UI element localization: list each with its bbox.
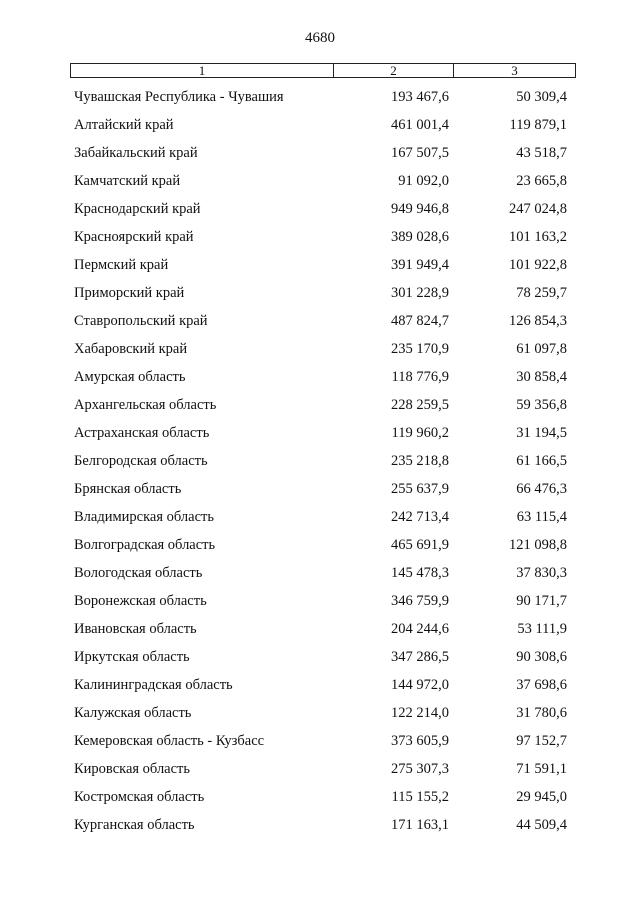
column-3-value-cell: 119 879,1	[509, 117, 567, 133]
column-2-value-cell: 193 467,6	[391, 89, 449, 105]
table-row	[0, 251, 640, 279]
column-3-value-cell: 61 166,5	[516, 453, 567, 469]
table-row	[0, 195, 640, 223]
column-2-value-cell: 167 507,5	[391, 145, 449, 161]
column-2-value-cell: 301 228,9	[391, 285, 449, 301]
region-name-cell: Ивановская область	[74, 621, 197, 637]
table-row	[0, 755, 640, 783]
column-3-value-cell: 63 115,4	[516, 509, 567, 525]
region-name-cell: Калужская область	[74, 705, 192, 721]
column-header-2: 2	[334, 64, 454, 78]
column-3-value-cell: 97 152,7	[516, 733, 567, 749]
column-2-value-cell: 461 001,4	[391, 117, 449, 133]
table-row	[0, 503, 640, 531]
region-name-cell: Чувашская Республика - Чувашия	[74, 89, 284, 105]
column-3-value-cell: 121 098,8	[509, 537, 567, 553]
column-2-value-cell: 235 170,9	[391, 341, 449, 357]
column-3-value-cell: 31 780,6	[516, 705, 567, 721]
region-name-cell: Краснодарский край	[74, 201, 201, 217]
column-3-value-cell: 66 476,3	[516, 481, 567, 497]
region-name-cell: Архангельская область	[74, 397, 217, 413]
column-3-value-cell: 23 665,8	[516, 173, 567, 189]
column-3-value-cell: 247 024,8	[509, 201, 567, 217]
table-row	[0, 643, 640, 671]
column-3-value-cell: 61 097,8	[516, 341, 567, 357]
column-2-value-cell: 118 776,9	[391, 369, 449, 385]
region-name-cell: Кемеровская область - Кузбасс	[74, 733, 265, 749]
column-3-value-cell: 126 854,3	[509, 313, 567, 329]
region-name-cell: Приморский край	[74, 285, 185, 301]
column-3-value-cell: 31 194,5	[516, 425, 567, 441]
column-2-value-cell: 346 759,9	[391, 593, 449, 609]
column-3-value-cell: 37 698,6	[516, 677, 567, 693]
table-row	[0, 559, 640, 587]
column-2-value-cell: 171 163,1	[391, 817, 449, 833]
region-name-cell: Забайкальский край	[74, 145, 198, 161]
column-3-value-cell: 59 356,8	[516, 397, 567, 413]
table-row	[0, 139, 640, 167]
table-row	[0, 363, 640, 391]
region-name-cell: Астраханская область	[74, 425, 210, 441]
column-header-3: 3	[454, 64, 576, 78]
table-row	[0, 279, 640, 307]
column-2-value-cell: 115 155,2	[391, 789, 449, 805]
column-header-1: 1	[71, 64, 334, 78]
column-2-value-cell: 122 214,0	[391, 705, 449, 721]
region-name-cell: Ставропольский край	[74, 313, 208, 329]
column-header-table	[70, 63, 576, 78]
region-name-cell: Камчатский край	[74, 173, 181, 189]
region-name-cell: Курганская область	[74, 817, 195, 833]
column-2-value-cell: 465 691,9	[391, 537, 449, 553]
table-row	[0, 111, 640, 139]
region-name-cell: Пермский край	[74, 257, 169, 273]
column-header-row	[71, 64, 576, 78]
table-row	[0, 419, 640, 447]
column-2-value-cell: 228 259,5	[391, 397, 449, 413]
column-2-value-cell: 144 972,0	[391, 677, 449, 693]
table-row	[0, 699, 640, 727]
table-row	[0, 83, 640, 111]
region-name-cell: Красноярский край	[74, 229, 194, 245]
column-3-value-cell: 29 945,0	[516, 789, 567, 805]
column-3-value-cell: 101 922,8	[509, 257, 567, 273]
table-body	[0, 83, 640, 839]
column-3-value-cell: 30 858,4	[516, 369, 567, 385]
region-name-cell: Амурская область	[74, 369, 186, 385]
page-number: 4680	[305, 30, 335, 46]
column-3-value-cell: 71 591,1	[516, 761, 567, 777]
table-row	[0, 783, 640, 811]
region-name-cell: Брянская область	[74, 481, 182, 497]
column-2-value-cell: 119 960,2	[391, 425, 449, 441]
table-row	[0, 671, 640, 699]
column-2-value-cell: 235 218,8	[391, 453, 449, 469]
column-2-value-cell: 145 478,3	[391, 565, 449, 581]
region-name-cell: Владимирская область	[74, 509, 214, 525]
table-row	[0, 391, 640, 419]
column-3-value-cell: 90 171,7	[516, 593, 567, 609]
region-name-cell: Хабаровский край	[74, 341, 188, 357]
table-row	[0, 531, 640, 559]
column-2-value-cell: 275 307,3	[391, 761, 449, 777]
table-row	[0, 307, 640, 335]
column-3-value-cell: 43 518,7	[516, 145, 567, 161]
table-row	[0, 167, 640, 195]
column-2-value-cell: 255 637,9	[391, 481, 449, 497]
table-row	[0, 727, 640, 755]
column-2-value-cell: 91 092,0	[398, 173, 449, 189]
column-3-value-cell: 37 830,3	[516, 565, 567, 581]
region-name-cell: Вологодская область	[74, 565, 203, 581]
region-name-cell: Алтайский край	[74, 117, 174, 133]
region-name-cell: Волгоградская область	[74, 537, 216, 553]
region-name-cell: Иркутская область	[74, 649, 190, 665]
region-name-cell: Белгородская область	[74, 453, 208, 469]
column-3-value-cell: 101 163,2	[509, 229, 567, 245]
column-3-value-cell: 90 308,6	[516, 649, 567, 665]
table-row	[0, 475, 640, 503]
column-3-value-cell: 44 509,4	[516, 817, 567, 833]
column-2-value-cell: 389 028,6	[391, 229, 449, 245]
column-2-value-cell: 347 286,5	[391, 649, 449, 665]
region-name-cell: Костромская область	[74, 789, 205, 805]
table-row	[0, 335, 640, 363]
table-row	[0, 615, 640, 643]
column-3-value-cell: 50 309,4	[516, 89, 567, 105]
column-2-value-cell: 242 713,4	[391, 509, 449, 525]
column-3-value-cell: 53 111,9	[517, 621, 567, 637]
column-2-value-cell: 391 949,4	[391, 257, 449, 273]
column-2-value-cell: 487 824,7	[391, 313, 449, 329]
table-row	[0, 811, 640, 839]
table-row	[0, 447, 640, 475]
column-2-value-cell: 373 605,9	[391, 733, 449, 749]
region-name-cell: Воронежская область	[74, 593, 207, 609]
column-3-value-cell: 78 259,7	[516, 285, 567, 301]
column-2-value-cell: 204 244,6	[391, 621, 449, 637]
region-name-cell: Кировская область	[74, 761, 191, 777]
table-row	[0, 587, 640, 615]
region-name-cell: Калининградская область	[74, 677, 233, 693]
table-row	[0, 223, 640, 251]
column-2-value-cell: 949 946,8	[391, 201, 449, 217]
